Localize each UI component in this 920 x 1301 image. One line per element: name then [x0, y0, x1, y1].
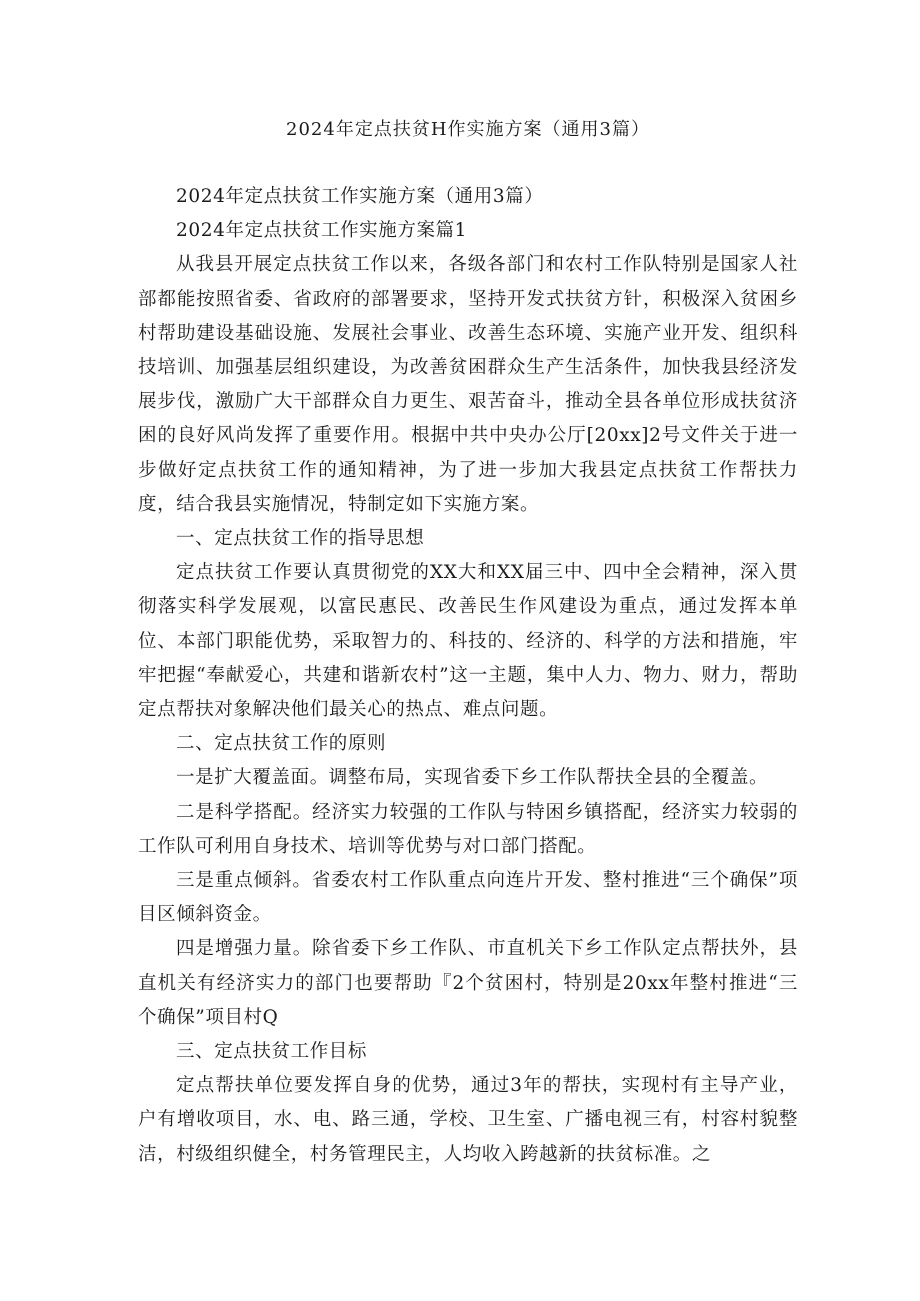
section-heading: 二、定点扶贫工作的原则 [176, 733, 387, 755]
subtitle-paragraph: 2024年定点扶贫工作实施方案（通用3篇） [176, 186, 544, 207]
body-paragraph: 一是扩大覆盖面。调整布局，实现省委下乡工作队帮扶全县的全覆盖。 [176, 767, 769, 789]
body-paragraph: 定点帮扶单位要发挥自身的优势，通过3年的帮扶，实现村有主导产业，户有增收项目，水、电、路三通，学校、卫生室、广播电视三有，村容村貌整洁，村级组织健全，村务管理民主，人均收入跨越新的扶贫标准。之 [138, 1075, 798, 1165]
body-paragraph: 四是增强力量。除省委下乡工作队、市直机关下乡工作队定点帮扶外，县直机关有经济实力的部门也要帮助『2个贫困村，特别是20xx年整村推进“三个确保”项目村Q [138, 938, 798, 1028]
document-body [138, 180, 798, 1172]
body-paragraph: 从我县开展定点扶贫工作以来，各级各部门和农村工作队特别是国家人社部都能按照省委、省政府的部署要求，坚持开发式扶贫方针，积极深入贫困乡村帮助建设基础设施、发展社会事业、改善生态环境、实施产业开发、组织科技培训、加强基层组织建设，为改善贫困群众生产生活条件，加快我县经济发展步伐，激励广大干部群众自力更生、艰苦奋斗，推动全县各单位形成扶贫济困的良好风尚发挥了重要作用。根据中共中央办公厅[20xx]2号文件关于进一步做好定点扶贫工作的通知精神，为了进一步加大我县定点扶贫工作帮扶力度，结合我县实施情况，特制定如下实施方案。 [138, 254, 798, 515]
document-title: 2024年定点扶贫H作实施方案（通用3篇） [286, 119, 650, 140]
body-paragraph: 定点扶贫工作要认真贯彻党的XX大和XX届三中、四中全会精神，深入贯彻落实科学发展观，以富民惠民、改善民生作风建设为重点，通过发挥本单位、本部门职能优势，采取智力的、科技的、经济的、科学的方法和措施，牢牢把握“奉献爱心，共建和谐新农村”这一主题，集中人力、物力、财力，帮助定点帮扶对象解决他们最关心的热点、难点问题。 [138, 562, 798, 721]
section-heading: 三、定点扶贫工作目标 [176, 1041, 368, 1063]
section-heading: 一、定点扶贫工作的指导思想 [176, 528, 425, 550]
body-paragraph: 二是科学搭配。经济实力较强的工作队与特困乡镇搭配，经济实力较弱的工作队可利用自身技术、培训等优势与对口部门搭配。 [138, 801, 798, 857]
body-paragraph: 三是重点倾斜。省委农村工作队重点向连片开发、整村推进“三个确保”项目区倾斜资金。 [138, 870, 798, 926]
section-heading-part1: 2024年定点扶贫工作实施方案篇1 [176, 220, 468, 242]
